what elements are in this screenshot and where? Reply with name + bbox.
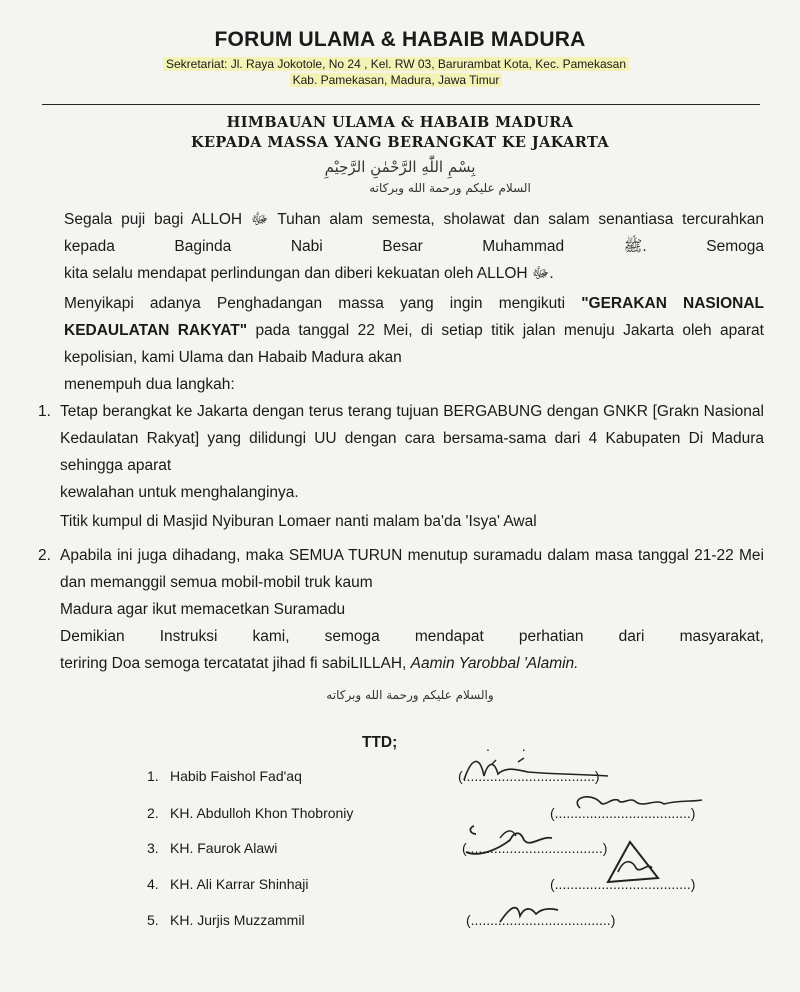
- opening-paragraph: [64, 206, 764, 260]
- signature-label: TTD;: [362, 734, 398, 751]
- closing-line-b: [60, 650, 768, 677]
- step-item-1-note: [38, 508, 764, 535]
- opening-paragraph-last: [64, 260, 764, 287]
- closing-paragraph-last: [42, 650, 768, 677]
- assembly-point-note: Titik kumpul di Masjid Nyiburan Lomaer nanti malam ba'da 'Isya' Awal: [60, 513, 537, 530]
- address-line-1: Sekretariat: Jl. Raya Jokotole, No 24 , Kel. RW 03, Barurambat Kota, Kec. Pamekasan: [163, 57, 629, 71]
- signatory-number: 1.: [147, 768, 159, 784]
- context-paragraph-last: [64, 371, 764, 398]
- basmalah: بِسْمِ اللّٰهِ الرَّحْمٰنِ الرَّحِيْمِ: [324, 158, 476, 176]
- closing-text-amen: Aamin Yarobbal 'Alamin.: [410, 655, 579, 672]
- signature-scribble-4: [596, 838, 676, 892]
- signatory-number: 2.: [147, 805, 159, 821]
- closing-text-b: teriring Doa semoga tercatatat jihad fi sabiLILLAH,: [60, 655, 411, 672]
- signature-blank: (..................................): [458, 768, 600, 784]
- secretariat-address: [86, 56, 706, 88]
- signatory-row-3: [0, 840, 800, 870]
- organization-name: FORUM ULAMA & HABAIB MADURA: [214, 28, 586, 51]
- signatory-name: KH. Faurok Alawi: [170, 840, 278, 856]
- opening-paragraph-text-b: kita selalu mendapat perlindungan dan diberi kekuatan oleh ALLOH ﷻ.: [64, 265, 554, 282]
- salam-closing: والسلام عليكم ورحمة الله وبركاته: [326, 688, 494, 702]
- salam-opening: السلام عليكم ورحمة الله وبركاته: [369, 181, 531, 195]
- closing-paragraph: [38, 623, 764, 650]
- signature-scribble-2: [560, 788, 710, 824]
- step-item-2-last: [38, 596, 764, 623]
- signatory-number: 3.: [147, 840, 159, 856]
- opening-paragraph-text-a: Segala puji bagi ALLOH ﷻ Tuhan alam semesta, sholawat dan salam senantiasa tercurahkan kepada Baginda Nabi Besar Muhammad ﷺ. Semoga: [64, 211, 764, 255]
- document-title-line-1: HIMBAUAN ULAMA & HABAIB MADURA: [226, 114, 574, 131]
- signatory-number: 4.: [147, 876, 159, 892]
- step-item-1: [38, 398, 764, 479]
- signature-blank: (....................................): [466, 912, 616, 928]
- signatory-number: 5.: [147, 912, 159, 928]
- signatory-name: Habib Faishol Fad'aq: [170, 768, 302, 784]
- context-text-bold: "GERAKAN NASIONAL KEDAULATAN RAKYAT": [64, 295, 764, 339]
- context-text-pre: Menyikapi adanya Penghadangan massa yang ingin mengikuti: [64, 295, 582, 312]
- signatory-name: KH. Jurjis Muzzammil: [170, 912, 305, 928]
- step-text-2-last: Madura agar ikut memacetkan Suramadu: [60, 601, 346, 618]
- signature-scribble-5: [496, 898, 566, 928]
- signature-scribble-1: [458, 752, 628, 788]
- document-title-line-2: KEPADA MASSA YANG BERANGKAT KE JAKARTA: [190, 134, 610, 151]
- step-text-1-last: kewalahan untuk menghalanginya.: [60, 484, 299, 501]
- step-number-1: 1.: [38, 403, 51, 420]
- step-number-2: 2.: [38, 547, 51, 564]
- step-text-1: Tetap berangkat ke Jakarta dengan terus terang tujuan BERGABUNG dengan GNKR [Grakn Nasional Kedaulatan Rakyat] yang dilidungi UU dengan cara bersama-sama dari 4 Kabupaten Di Madura sehingga aparat: [60, 403, 764, 474]
- step-item-2: [38, 542, 764, 596]
- step-item-1-last: [38, 479, 764, 506]
- signature-blank: (...................................): [462, 840, 608, 856]
- context-paragraph: [64, 290, 764, 371]
- opening-paragraph-lines: [64, 206, 764, 260]
- step-text-2: Apabila ini juga dihadang, maka SEMUA TURUN menutup suramadu dalam masa tanggal 21-22 Mei dan memanggil semua mobil-mobil truk kaum: [60, 547, 764, 591]
- signatory-row-5: [0, 912, 800, 942]
- closing-text-a: Demikian Instruksi kami, semoga mendapat perhatian dari masyarakat,: [60, 628, 764, 645]
- header-divider: [42, 104, 760, 105]
- address-line-2: Kab. Pamekasan, Madura, Jawa Timur: [290, 73, 503, 87]
- signature-scribble-3: [460, 818, 570, 862]
- context-text-last: menempuh dua langkah:: [64, 376, 235, 393]
- signature-blank: (...................................): [550, 876, 696, 892]
- signatory-name: KH. Ali Karrar Shinhaji: [170, 876, 309, 892]
- signatory-row-4: [0, 876, 800, 906]
- context-text-post: pada tanggal 22 Mei, di setiap titik jalan menuju Jakarta oleh aparat kepolisian, kami Ulama dan Habaib Madura akan: [64, 322, 764, 366]
- signatory-name: KH. Abdulloh Khon Thobroniy: [170, 805, 354, 821]
- signature-blank: (...................................): [550, 805, 696, 821]
- signature-marks: . .: [486, 738, 540, 754]
